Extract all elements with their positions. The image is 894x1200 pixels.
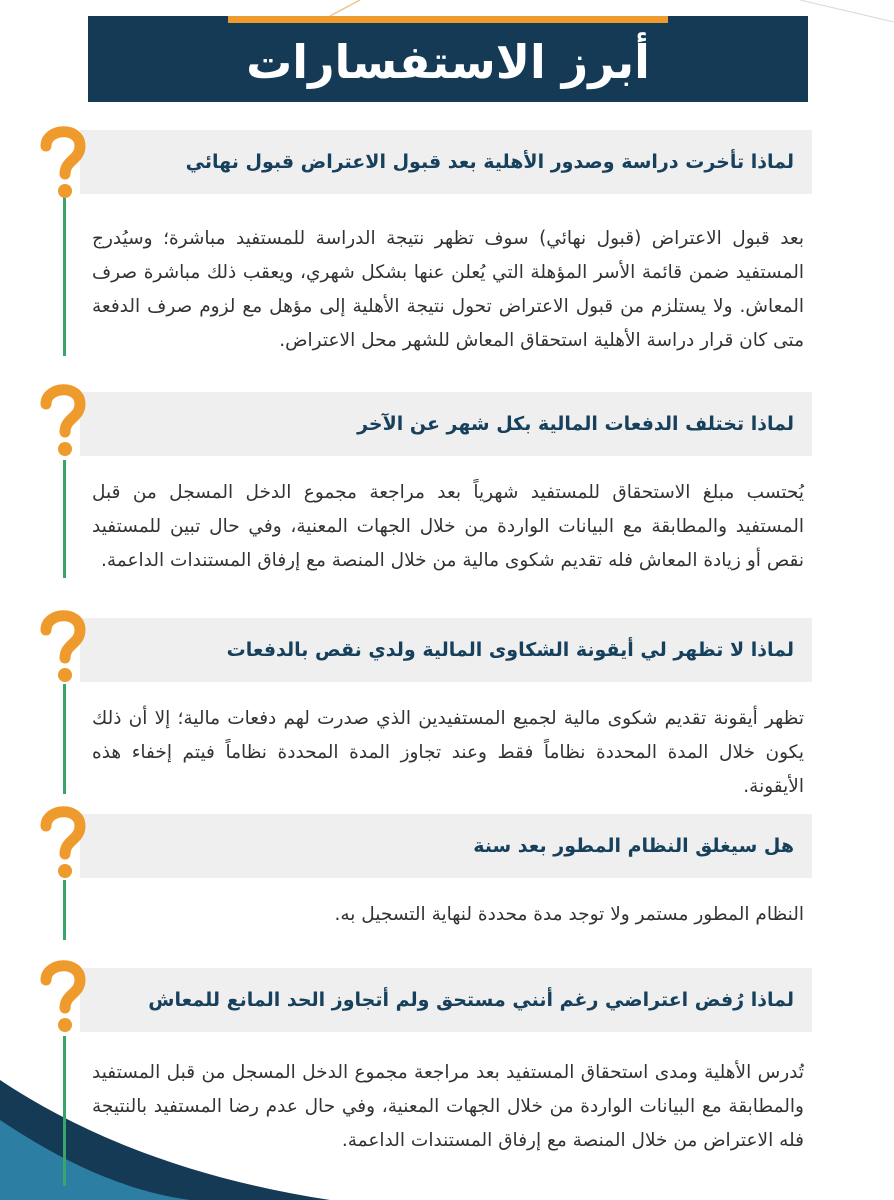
faq-question — [80, 130, 812, 194]
timeline-line — [63, 460, 66, 578]
question-text: لماذا تأخرت دراسة وصدور الأهلية بعد قبول الاعتراض قبول نهائي — [185, 151, 794, 173]
timeline-line — [63, 684, 66, 794]
question-mark-icon — [32, 954, 92, 1036]
timeline-line — [63, 880, 66, 940]
question-mark-icon — [32, 120, 92, 202]
faq-answer: تظهر أيقونة تقديم شكوى مالية لجميع المستفيدين الذي صدرت لهم دفعات مالية؛ إلا أن ذلك يكون خلال المدة المحددة نظاماً فقط وعند تجاوز المدة المحددة نظاماً فيتم إخفاء هذه الأيقونة. — [92, 708, 804, 797]
question-text: لماذا تختلف الدفعات المالية بكل شهر عن الآخر — [357, 413, 794, 435]
faq-answer: يُحتسب مبلغ الاستحقاق للمستفيد شهرياً بعد مراجعة مجموع الدخل المسجل من قبل المستفيد والمطابقة مع البيانات الواردة من خلال الجهات المعنية، وفي حال تبين للمستفيد نقص أو زيادة المعاش فله تقديم شكوى مالية من خلال المنصة مع إرفاق المستندات الداعمة. — [92, 482, 804, 571]
header-accent-bar — [228, 16, 668, 23]
question-text: لماذا رُفض اعتراضي رغم أنني مستحق ولم أتجاوز الحد المانع للمعاش — [148, 989, 794, 1011]
faq-question — [80, 618, 812, 682]
question-mark-icon — [32, 604, 92, 686]
question-mark-icon — [32, 378, 92, 460]
faq-question — [80, 392, 812, 456]
question-mark-icon — [32, 800, 92, 882]
page-title: أبرز الاستفسارات — [246, 35, 650, 89]
faq-answer: النظام المطور مستمر ولا توجد مدة محددة لنهاية التسجيل به. — [334, 904, 804, 925]
timeline-line — [63, 196, 66, 356]
faq-question — [80, 968, 812, 1032]
timeline-line — [63, 1036, 66, 1186]
faq-answer: تُدرس الأهلية ومدى استحقاق المستفيد بعد مراجعة مجموع الدخل المسجل من قبل المستفيد والمطابقة مع البيانات الواردة من خلال الجهات المعنية، وفي حال عدم رضا المستفيد بالنتيجة فله الاعتراض من خلال المنصة مع إرفاق المستندات الداعمة. — [92, 1062, 804, 1151]
faq-question — [80, 814, 812, 878]
faq-answer: بعد قبول الاعتراض (قبول نهائي) سوف تظهر نتيجة الدراسة للمستفيد مباشرة؛ وسيُدرج المستفيد ضمن قائمة الأسر المؤهلة التي يُعلن عنها بشكل شهري، ويعقب ذلك مباشرة صرف المعاش. ولا يستلزم من قبول الاعتراض تحول نتيجة الأهلية إلى مؤهل مع لزوم صرف الدفعة متى كان قرار دراسة الأهلية استحقاق المعاش للشهر محل الاعتراض. — [92, 228, 804, 351]
question-text: هل سيغلق النظام المطور بعد سنة — [473, 835, 794, 857]
question-text: لماذا لا تظهر لي أيقونة الشكاوى المالية ولدي نقص بالدفعات — [226, 639, 794, 661]
